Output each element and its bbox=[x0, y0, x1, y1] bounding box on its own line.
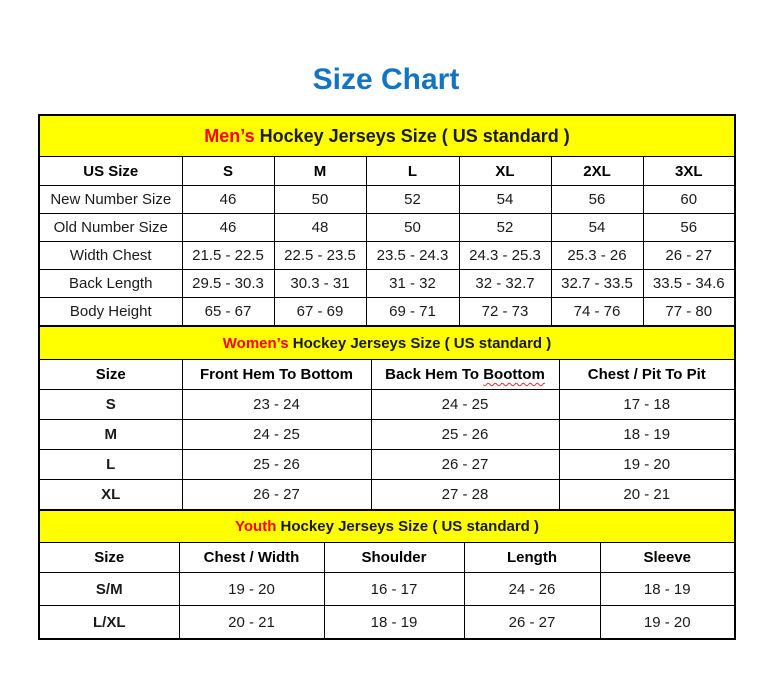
table-cell: 52 bbox=[366, 186, 459, 214]
table-cell: 54 bbox=[551, 214, 643, 242]
youth-title-highlight: Youth bbox=[235, 518, 277, 535]
table-row bbox=[39, 420, 735, 450]
column-header: Chest / Width bbox=[179, 543, 324, 573]
mens-title-text: Hockey Jerseys Size ( US standard ) bbox=[254, 125, 570, 146]
table-title-row bbox=[39, 326, 735, 360]
table-cell: 16 - 17 bbox=[324, 573, 464, 606]
table-row bbox=[39, 186, 735, 214]
youth-table-title bbox=[39, 510, 735, 543]
table-cell: 26 - 27 bbox=[182, 480, 371, 511]
table-cell: 18 - 19 bbox=[600, 573, 735, 606]
table-cell: 30.3 - 31 bbox=[274, 270, 366, 298]
mens-title-highlight: Men’s bbox=[204, 125, 255, 146]
misspelled-word: Boottom bbox=[483, 366, 545, 383]
table-cell: 31 - 32 bbox=[366, 270, 459, 298]
table-title-row bbox=[39, 510, 735, 543]
table-cell: 24 - 25 bbox=[371, 390, 559, 420]
womens-title-text: Hockey Jerseys Size ( US standard ) bbox=[288, 334, 552, 352]
column-header bbox=[371, 360, 559, 390]
column-header: Shoulder bbox=[324, 543, 464, 573]
womens-title-highlight: Women’s bbox=[222, 334, 289, 352]
mens-table-title bbox=[39, 115, 735, 157]
table-cell: 69 - 71 bbox=[366, 298, 459, 327]
womens-table-title bbox=[39, 326, 735, 360]
mens-header-row bbox=[39, 157, 735, 186]
table-row bbox=[39, 242, 735, 270]
column-header: Chest / Pit To Pit bbox=[559, 360, 735, 390]
table-cell: 26 - 27 bbox=[643, 242, 735, 270]
table-cell: 26 - 27 bbox=[464, 606, 600, 640]
youth-title-text: Hockey Jerseys Size ( US standard ) bbox=[276, 518, 539, 535]
row-label: Back Length bbox=[39, 270, 182, 298]
table-row bbox=[39, 214, 735, 242]
table-cell: 17 - 18 bbox=[559, 390, 735, 420]
table-row bbox=[39, 270, 735, 298]
table-cell: 50 bbox=[366, 214, 459, 242]
womens-header-row bbox=[39, 360, 735, 390]
table-cell: 26 - 27 bbox=[371, 450, 559, 480]
table-cell: 24 - 26 bbox=[464, 573, 600, 606]
table-row bbox=[39, 606, 735, 640]
table-cell: 46 bbox=[182, 214, 274, 242]
column-header: Size bbox=[39, 360, 182, 390]
column-header: Size bbox=[39, 543, 179, 573]
table-cell: 32.7 - 33.5 bbox=[551, 270, 643, 298]
table-cell: 48 bbox=[274, 214, 366, 242]
row-label: Body Height bbox=[39, 298, 182, 327]
table-cell: 18 - 19 bbox=[324, 606, 464, 640]
table-cell: 25 - 26 bbox=[371, 420, 559, 450]
table-cell: 20 - 21 bbox=[179, 606, 324, 640]
column-header: US Size bbox=[39, 157, 182, 186]
table-row bbox=[39, 298, 735, 327]
table-cell: 46 bbox=[182, 186, 274, 214]
column-header: Length bbox=[464, 543, 600, 573]
table-cell: 22.5 - 23.5 bbox=[274, 242, 366, 270]
table-cell: 25.3 - 26 bbox=[551, 242, 643, 270]
row-label: Old Number Size bbox=[39, 214, 182, 242]
column-header: L bbox=[366, 157, 459, 186]
column-header: XL bbox=[459, 157, 551, 186]
column-header-text: Back Hem To bbox=[385, 366, 484, 383]
table-cell: 23 - 24 bbox=[182, 390, 371, 420]
column-header: M bbox=[274, 157, 366, 186]
table-cell: 24 - 25 bbox=[182, 420, 371, 450]
table-cell: 74 - 76 bbox=[551, 298, 643, 327]
row-label: S/M bbox=[39, 573, 179, 606]
row-label: Width Chest bbox=[39, 242, 182, 270]
row-label: New Number Size bbox=[39, 186, 182, 214]
row-label: L bbox=[39, 450, 182, 480]
column-header: Sleeve bbox=[600, 543, 735, 573]
table-cell: 19 - 20 bbox=[600, 606, 735, 640]
womens-size-table bbox=[38, 325, 736, 511]
table-cell: 23.5 - 24.3 bbox=[366, 242, 459, 270]
table-cell: 77 - 80 bbox=[643, 298, 735, 327]
table-cell: 18 - 19 bbox=[559, 420, 735, 450]
row-label: XL bbox=[39, 480, 182, 511]
table-cell: 33.5 - 34.6 bbox=[643, 270, 735, 298]
table-cell: 24.3 - 25.3 bbox=[459, 242, 551, 270]
table-cell: 27 - 28 bbox=[371, 480, 559, 511]
table-cell: 56 bbox=[643, 214, 735, 242]
table-cell: 52 bbox=[459, 214, 551, 242]
column-header: S bbox=[182, 157, 274, 186]
table-cell: 29.5 - 30.3 bbox=[182, 270, 274, 298]
youth-size-table bbox=[38, 509, 736, 640]
youth-header-row bbox=[39, 543, 735, 573]
table-cell: 19 - 20 bbox=[179, 573, 324, 606]
table-row bbox=[39, 450, 735, 480]
column-header: Front Hem To Bottom bbox=[182, 360, 371, 390]
table-title-row bbox=[39, 115, 735, 157]
row-label: L/XL bbox=[39, 606, 179, 640]
table-cell: 56 bbox=[551, 186, 643, 214]
table-cell: 60 bbox=[643, 186, 735, 214]
table-row bbox=[39, 390, 735, 420]
table-cell: 54 bbox=[459, 186, 551, 214]
mens-size-table bbox=[38, 114, 736, 327]
table-row bbox=[39, 573, 735, 606]
table-cell: 65 - 67 bbox=[182, 298, 274, 327]
table-cell: 67 - 69 bbox=[274, 298, 366, 327]
table-cell: 20 - 21 bbox=[559, 480, 735, 511]
table-cell: 72 - 73 bbox=[459, 298, 551, 327]
table-cell: 21.5 - 22.5 bbox=[182, 242, 274, 270]
table-cell: 25 - 26 bbox=[182, 450, 371, 480]
column-header: 2XL bbox=[551, 157, 643, 186]
table-row bbox=[39, 480, 735, 511]
table-cell: 50 bbox=[274, 186, 366, 214]
row-label: S bbox=[39, 390, 182, 420]
column-header: 3XL bbox=[643, 157, 735, 186]
page-title: Size Chart bbox=[312, 63, 460, 96]
table-cell: 32 - 32.7 bbox=[459, 270, 551, 298]
table-cell: 19 - 20 bbox=[559, 450, 735, 480]
row-label: M bbox=[39, 420, 182, 450]
